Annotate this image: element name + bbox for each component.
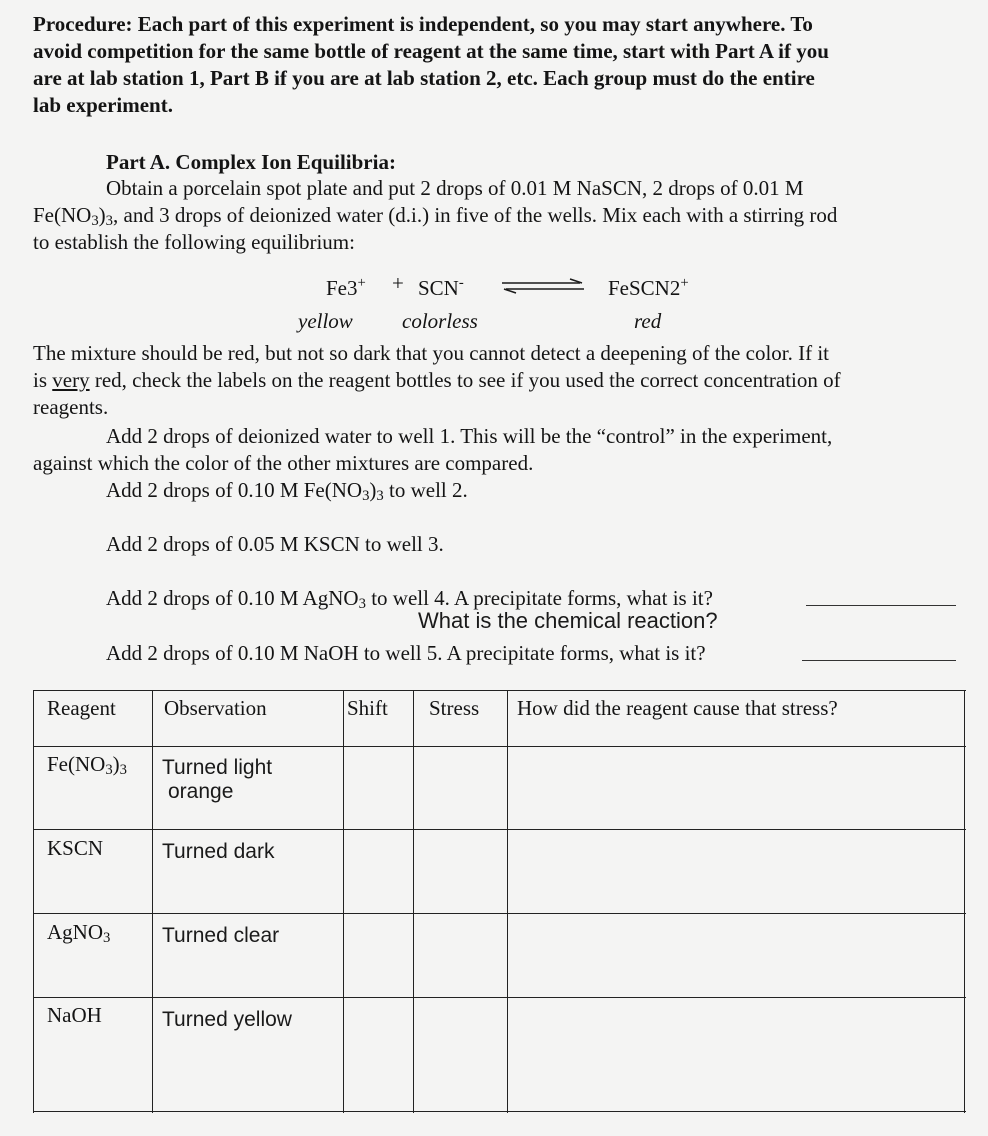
step-well-4: Add 2 drops of 0.10 M AgNO$_3$ to well 4. A precipitate forms, what is it? xyxy=(106,586,713,612)
row-1-reagent: $Fe(NO_3)_3$ xyxy=(47,752,128,778)
part-a-title: Part A. Complex Ion Equilibria: xyxy=(106,150,396,174)
answer-blank-well-4[interactable] xyxy=(806,605,956,606)
header-reagent: Reagent xyxy=(47,696,116,720)
plus-sign: + xyxy=(392,271,404,295)
row-1-observation-line-2[interactable]: orange xyxy=(168,780,234,803)
header-stress: Stress xyxy=(429,696,480,720)
step-well-2: Add 2 drops of 0.10 M $Fe(NO_3)_3$ to well 2. xyxy=(106,478,468,504)
answer-blank-well-5[interactable] xyxy=(802,660,956,661)
label-yellow: yellow xyxy=(298,309,353,333)
part-a-intro-2: $Fe(NO_3)_3$, and 3 drops of deionized water (d.i.) in five of the wells. Mix each with a stirring rod xyxy=(33,203,838,229)
mixture-line-2: is very red, check the labels on the reagent bottles to see if you used the correct concentration of xyxy=(33,368,841,392)
row-2-reagent: KSCN xyxy=(47,836,104,860)
header-observation: Observation xyxy=(164,696,267,720)
product-fescn: FeSCN2+ xyxy=(608,275,689,301)
procedure-line-1: Procedure: Each part of this experiment is independent, so you may start anywhere. To xyxy=(33,12,813,36)
row-2-observation[interactable]: Turned dark xyxy=(162,840,275,863)
procedure-line-3: are at lab station 1, Part B if you are at lab station 2, etc. Each group must do the entire xyxy=(33,66,815,90)
equilibrium-arrow-icon xyxy=(500,278,586,294)
step-well-5: Add 2 drops of 0.10 M NaOH to well 5. A precipitate forms, what is it? xyxy=(106,641,706,665)
handwritten-question: What is the chemical reaction? xyxy=(418,608,718,633)
row-1-observation-line-1[interactable]: Turned light xyxy=(162,756,273,779)
step-well-1b: against which the color of the other mixtures are compared. xyxy=(33,451,534,475)
row-3-observation[interactable]: Turned clear xyxy=(162,924,280,947)
reactant-scn: SCN- xyxy=(418,275,464,301)
row-4-observation[interactable]: Turned yellow xyxy=(162,1008,292,1031)
part-a-intro-3: to establish the following equilibrium: xyxy=(33,230,355,254)
procedure-line-4: lab experiment. xyxy=(33,93,173,117)
step-well-3: Add 2 drops of 0.05 M KSCN to well 3. xyxy=(106,532,444,556)
label-colorless: colorless xyxy=(402,309,478,333)
part-a-intro-1: Obtain a porcelain spot plate and put 2 drops of 0.01 M NaSCN, 2 drops of 0.01 M xyxy=(106,176,804,200)
results-table xyxy=(33,690,966,1113)
header-shift: Shift xyxy=(347,696,388,720)
step-well-1a: Add 2 drops of deionized water to well 1. This will be the “control” in the experiment, xyxy=(106,424,833,448)
row-3-reagent: AgNO$_3$ xyxy=(47,920,111,946)
label-red: red xyxy=(634,309,662,333)
procedure-line-2: avoid competition for the same bottle of reagent at the same time, start with Part A if you xyxy=(33,39,829,63)
reactant-fe: Fe3+ xyxy=(326,275,366,301)
header-how: How did the reagent cause that stress? xyxy=(517,696,838,720)
row-4-reagent: NaOH xyxy=(47,1003,102,1027)
mixture-line-1: The mixture should be red, but not so dark that you cannot detect a deepening of the color. If it xyxy=(33,341,830,365)
mixture-line-3: reagents. xyxy=(33,395,109,419)
